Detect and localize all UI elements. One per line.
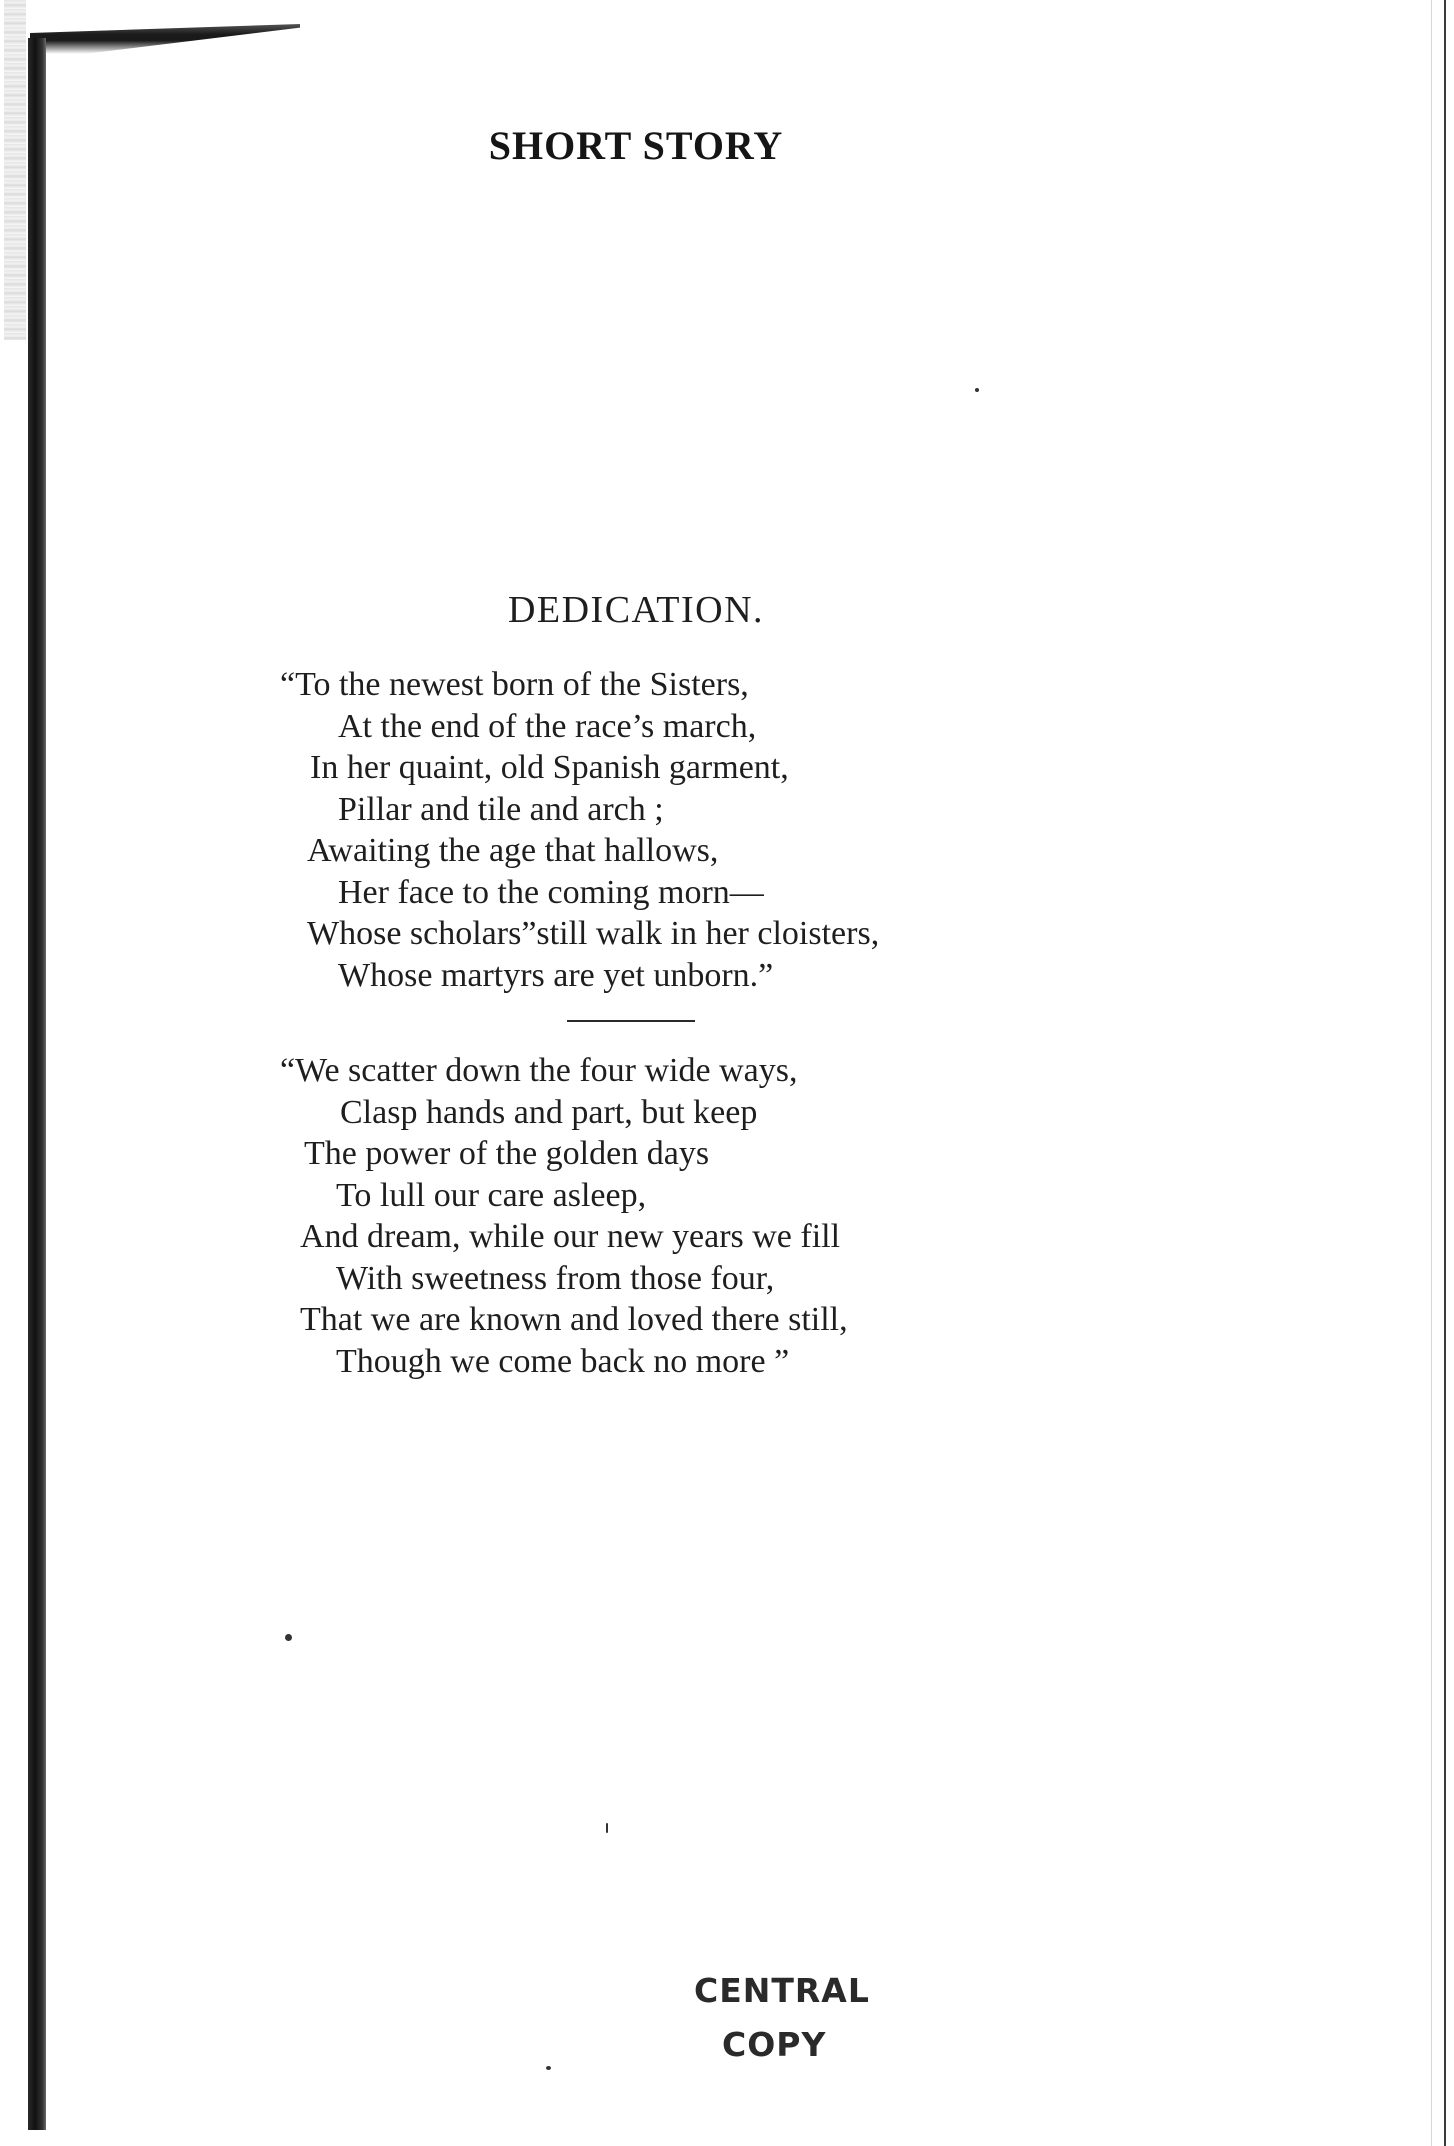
verse-line: Though we come back no more ” [336, 1342, 790, 1380]
verse-line: The power of the golden days [304, 1135, 710, 1172]
ink-speck [975, 388, 979, 392]
stanza-divider [567, 1020, 695, 1022]
verse-line: And dream, while our new years we fill [300, 1218, 841, 1255]
verse-line: With sweetness from those four, [336, 1259, 775, 1297]
verse-line: Awaiting the age that hallows, [307, 832, 719, 869]
verse-line: To lull our care asleep, [336, 1176, 647, 1214]
right-page-edge [1444, 0, 1446, 2146]
verse-line: Her face to the coming morn— [338, 873, 764, 911]
verse-line: That we are known and loved there still, [300, 1301, 848, 1338]
right-page-edge-shadow [1431, 0, 1432, 2146]
verse-line: At the end of the race’s march, [338, 707, 757, 745]
dedication-title: DEDICATION. [507, 589, 765, 631]
verse-line: “To the newest born of the Sisters, [280, 666, 749, 703]
running-head: SHORT STORY [488, 123, 784, 168]
verse-line: Whose martyrs are yet unborn.” [338, 956, 774, 994]
binding-top-edge [30, 24, 300, 54]
ink-speck [546, 2066, 551, 2070]
verse-line: “We scatter down the four wide ways, [280, 1052, 798, 1089]
library-stamp-line-2: COPY [722, 2025, 827, 2064]
verse-line: In her quaint, old Spanish garment, [310, 749, 789, 786]
verse-line: Pillar and tile and arch ; [338, 790, 664, 828]
ink-speck [285, 1634, 292, 1641]
scan-noise [4, 0, 26, 340]
library-stamp-line-1: CENTRAL [694, 1971, 870, 2010]
verse-line: Clasp hands and part, but keep [340, 1093, 758, 1131]
verse-line: Whose scholars”still walk in her cloisters, [307, 915, 880, 952]
binding-edge [28, 38, 46, 2130]
ink-speck [606, 1823, 608, 1833]
